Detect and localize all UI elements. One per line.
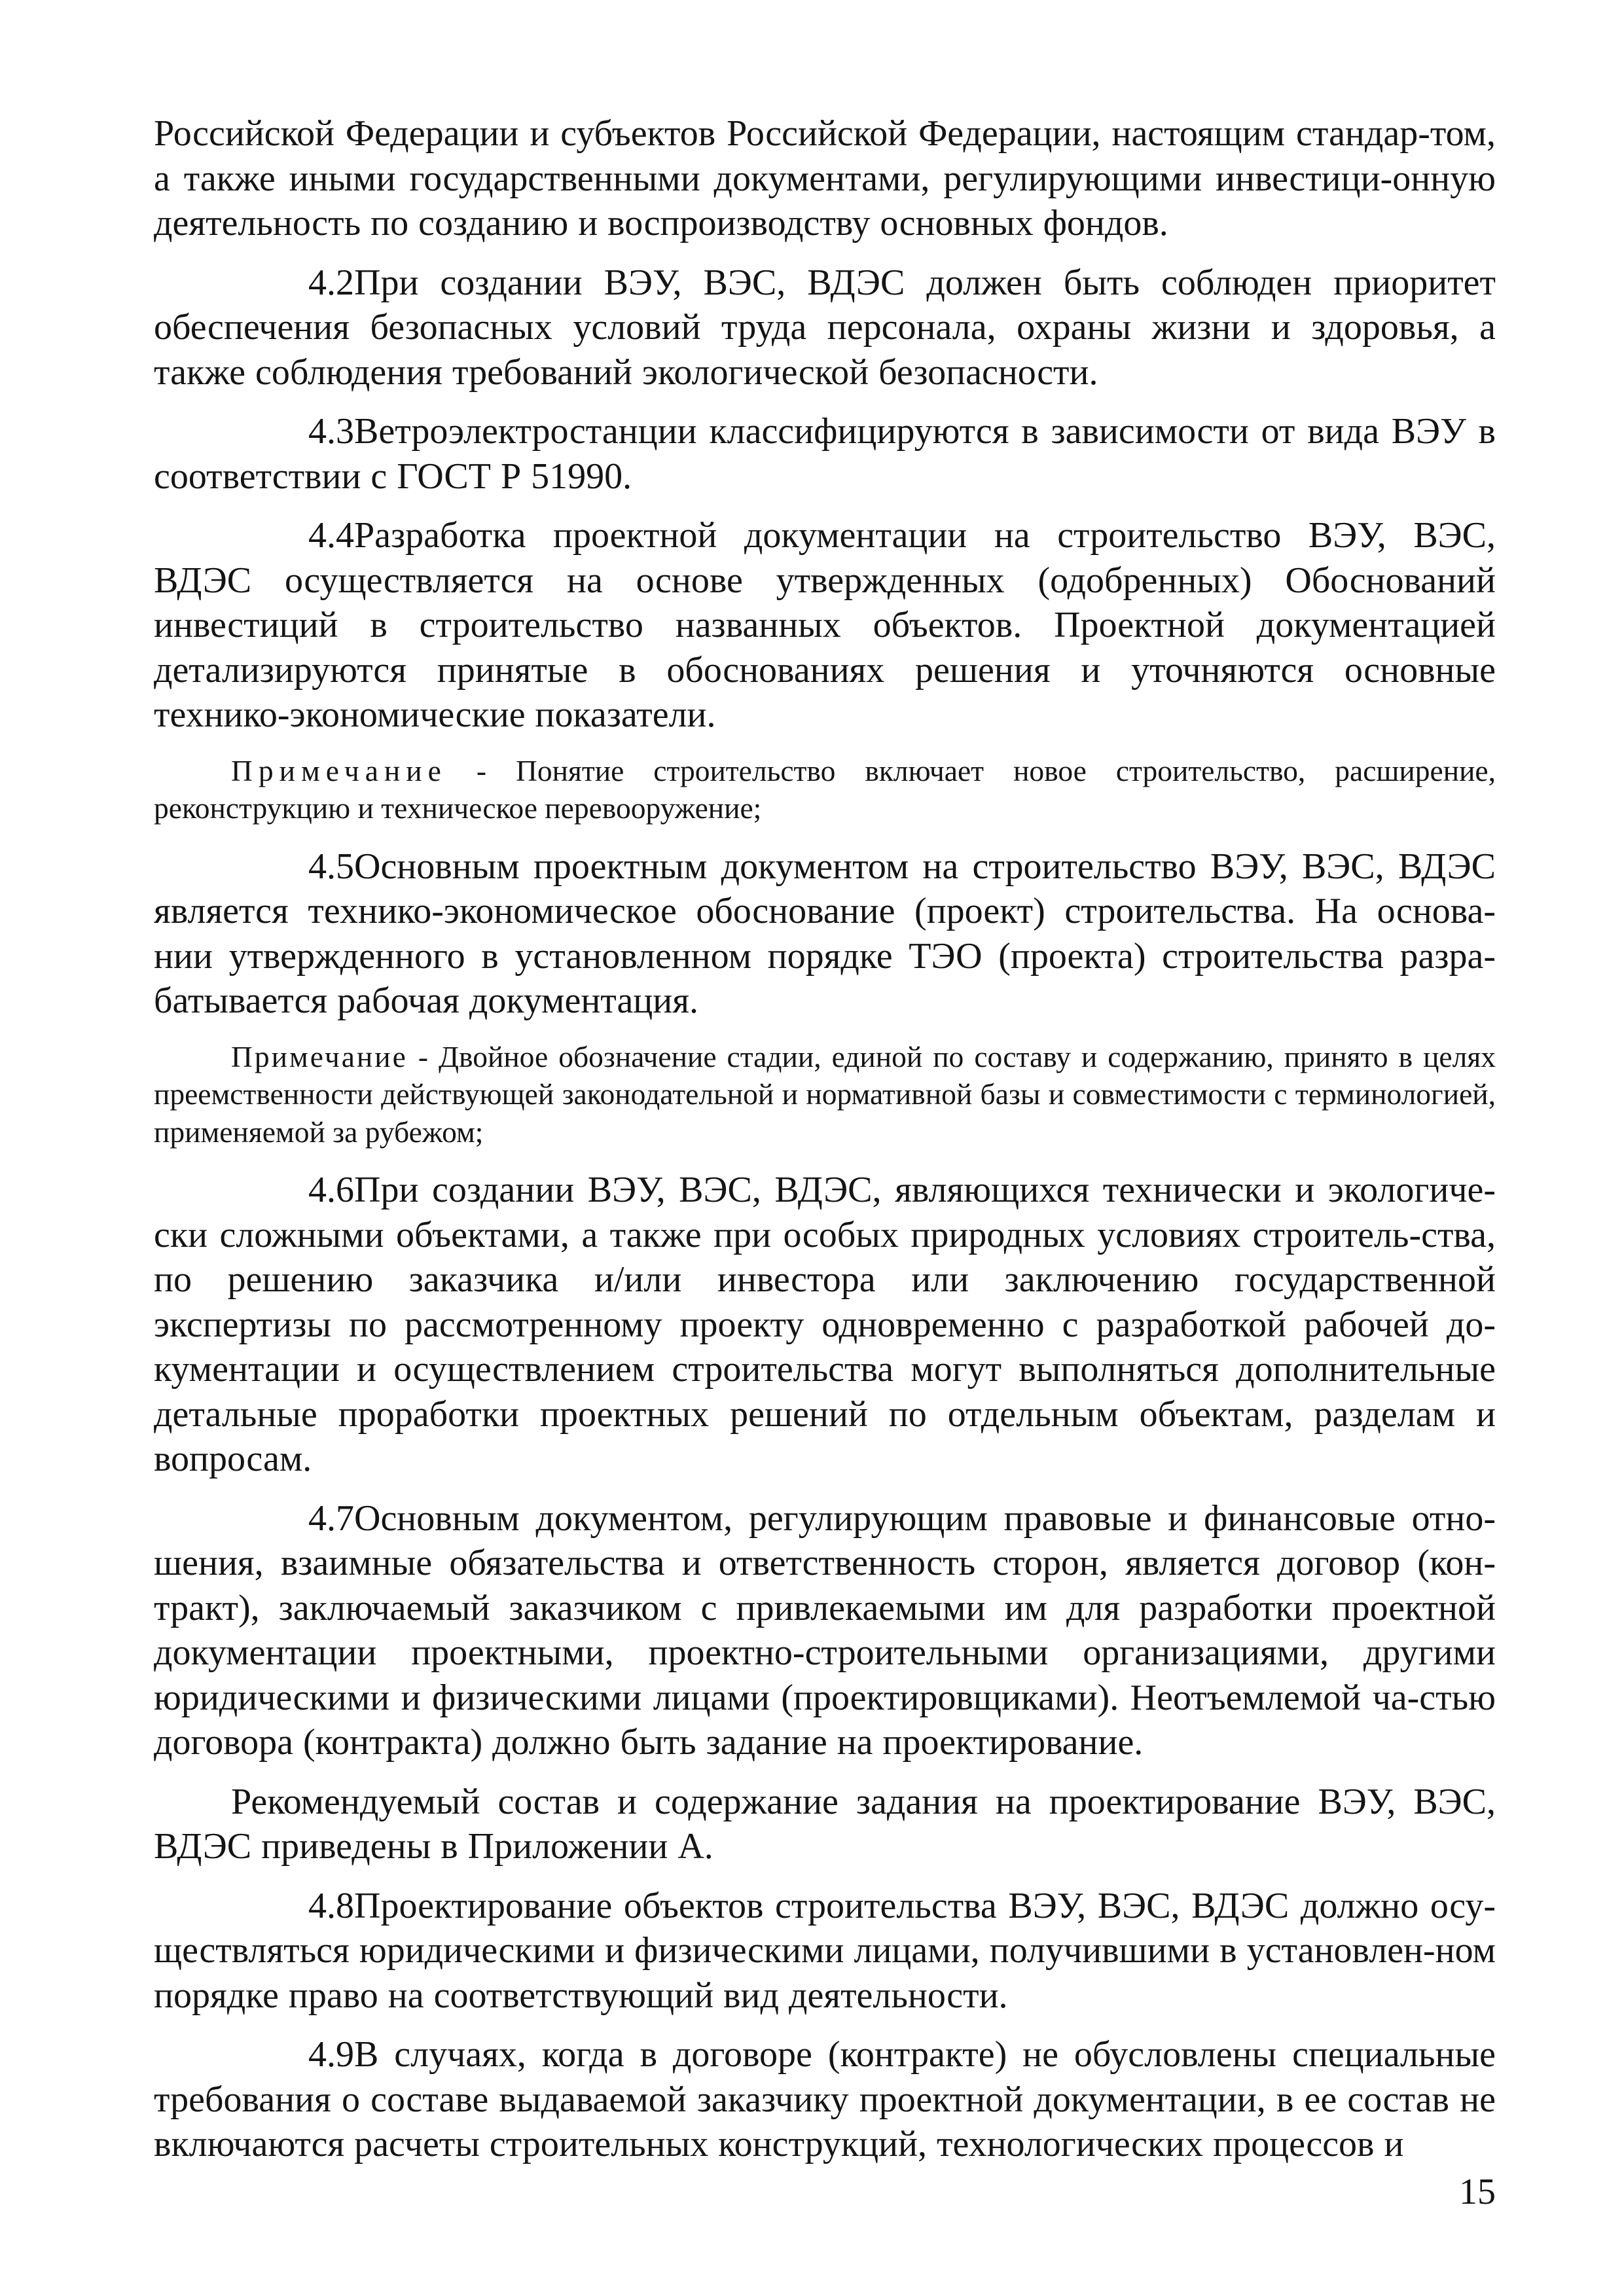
note-construction: Примечание - Понятие строительство включает новое строительство, расширение, реконструкцию и техническое перевооружение;: [154, 753, 1496, 825]
paragraph-4-9: 4.9В случаях, когда в договоре (контракте) не обусловлены специальные требования о составе выдаваемой заказчику проектной документации, в ее состав не включаются расчеты строительных конструкций, технологических процессов и: [154, 2032, 1496, 2167]
paragraph-4-2: 4.2При создании ВЭУ, ВЭС, ВДЭС должен быть соблюден приоритет обеспечения безопасных условий труда персонала, охраны жизни и здоровья, а также соблюдения требований экологической безопасности.: [154, 260, 1496, 395]
note-label: Примечание: [231, 753, 447, 787]
clause-number: 4.7: [308, 1498, 354, 1539]
page-number: 15: [1459, 2172, 1496, 2212]
clause-number: 4.9: [308, 2034, 354, 2075]
note-label: Примечание: [231, 1039, 408, 1073]
clause-number: 4.3: [308, 411, 354, 452]
note-double-designation: Примечание - Двойное обозначение стадии, единой по составу и содержанию, принято в целях преемственности действующей законодательной и нормативной базы и совместимости с терминологией, применяемой за рубежом;: [154, 1039, 1496, 1149]
paragraph-4-4: 4.4Разработка проектной документации на строительство ВЭУ, ВЭС, ВДЭС осуществляется на основе утвержденных (одобренных) Обоснований инвестиций в строительство названных объектов. Проектной документацией детализируются принятые в обоснованиях решения и уточняются основные технико-экономические показатели.: [154, 513, 1496, 738]
clause-number: 4.4: [308, 515, 354, 556]
paragraph-4-7-recommended: Рекомендуемый состав и содержание задания на проектирование ВЭУ, ВЭС, ВДЭС приведены в Приложении А.: [154, 1781, 1496, 1867]
clause-number: 4.8: [308, 1885, 354, 1926]
paragraph-4-6: 4.6При создании ВЭУ, ВЭС, ВДЭС, являющихся технически и экологиче-ски сложными объектами, а также при особых природных условиях строитель-ства, по решению заказчика и/или инвестора или заключению государственной экспертизы по рассмотренному проекту одновременно с разработкой рабочей до-кументации и осуществлением строительства могут выполняться дополнительные детальные проработки проектных решений по отдельным объектам, разделам и вопросам.: [154, 1168, 1496, 1482]
clause-number: 4.5: [308, 846, 354, 887]
paragraph-4-7: 4.7Основным документом, регулирующим правовые и финансовые отно-шения, взаимные обязательства и ответственность сторон, является договор (кон-тракт), заключаемый заказчиком с привлекаемыми им для разработки проектной документации проектными, проектно-строительными организациями, другими юридическими и физическими лицами (проектировщиками). Неотъемлемой ча-стью договора (контракта) должно быть задание на проектирование.: [154, 1496, 1496, 1765]
paragraph-continuation: Российской Федерации и субъектов Российской Федерации, настоящим стандар-том, а также иными государственными документами, регулирующими инвестици-онную деятельность по созданию и воспроизводству основных фондов.: [154, 113, 1496, 243]
paragraph-4-5: 4.5Основным проектным документом на строительство ВЭУ, ВЭС, ВДЭС является технико-экономическое обоснование (проект) строительства. На основа-нии утвержденного в установленном порядке ТЭО (проекта) строительства разра-батывается рабочая документация.: [154, 844, 1496, 1024]
paragraph-4-8: 4.8Проектирование объектов строительства ВЭУ, ВЭС, ВДЭС должно осу-ществляться юридическими и физическими лицами, получившими в установлен-ном порядке право на соответствующий вид деятельности.: [154, 1884, 1496, 2018]
clause-number: 4.2: [308, 262, 354, 303]
clause-number: 4.6: [308, 1170, 354, 1210]
paragraph-4-3: 4.3Ветроэлектростанции классифицируются в зависимости от вида ВЭУ в соответствии с ГОСТ Р 51990.: [154, 409, 1496, 499]
document-page: [154, 111, 1496, 2181]
